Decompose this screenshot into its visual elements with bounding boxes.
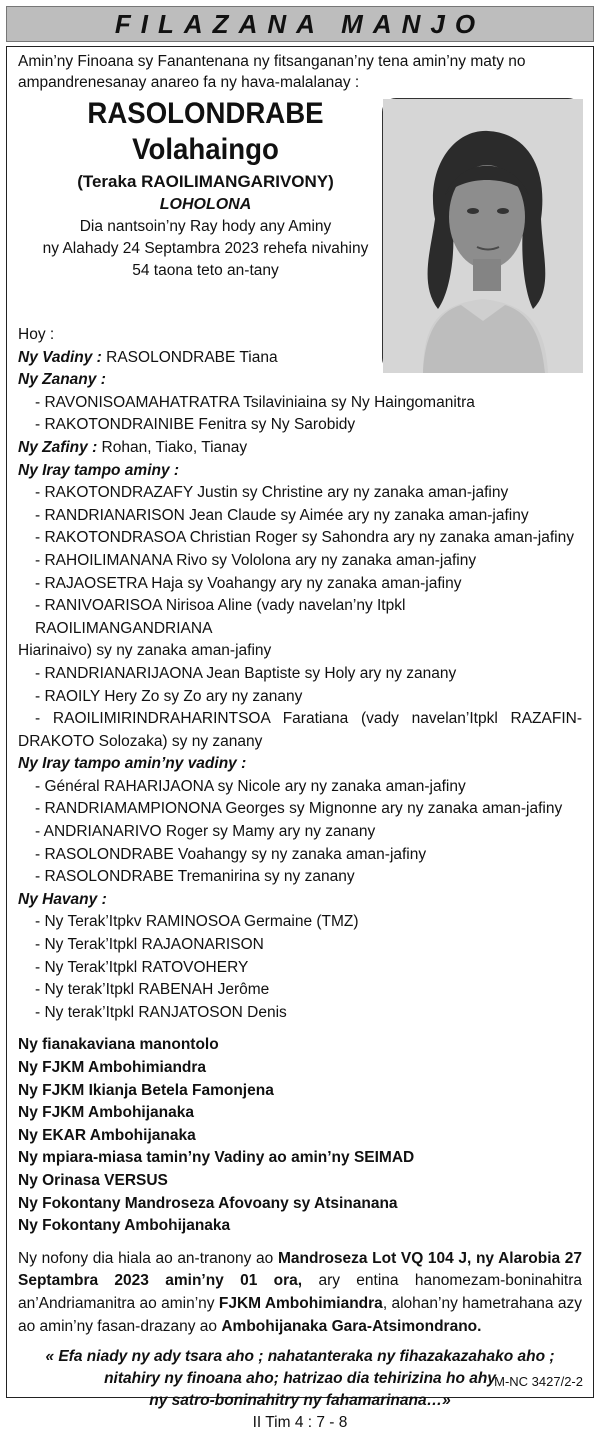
list-item: - RAOILIMIRINDRAHARINTSOA Faratiana (vady navelan’Itpkl RAZAFIN- [35, 710, 582, 728]
death-line-1: Dia nantsoin’ny Ray hody any Aminy [79, 218, 332, 235]
organization-item: Ny Fokontany Mandroseza Afovoany sy Atsinanana [18, 1194, 398, 1212]
banner-title: FILAZANA MANJO [6, 6, 594, 42]
zafiny-label: Ny Zafiny : [18, 438, 98, 456]
death-line-2: ny Alahady 24 Septambra 2023 rehefa nivahiny [42, 240, 369, 257]
organization-item: Ny fianakaviana manontolo [18, 1036, 219, 1054]
list-item: - RAOILY Hery Zo sy Zo ary ny zanany [35, 687, 303, 705]
list-item-continuation: Hiarinaivo) sy ny zanaka aman-jafiny [18, 642, 272, 660]
list-item: - RANIVOARISOA Nirisoa Aline (vady navelan’ny Itpkl RAOILIMANGANDRIANA [35, 597, 406, 637]
list-item: - Général RAHARIJAONA sy Nicole ary ny zanaka aman-jafiny [35, 777, 466, 795]
funeral-location-date: Mandroseza Lot VQ 104 J, ny Alarobia 27 Septambra 2023 amin’ny 01 ora, [18, 1249, 582, 1290]
list-item: - RANDRIANARISON Jean Claude sy Aimée ary ny zanaka aman-jafiny [35, 506, 529, 524]
organization-item: Ny EKAR Ambohijanaka [18, 1126, 196, 1144]
zafiny-value: Rohan, Tiako, Tianay [97, 438, 248, 456]
funeral-church: FJKM Ambohimiandra [218, 1294, 383, 1312]
list-item: - Ny terak’Itpkl RABENAH Jerôme [35, 981, 270, 999]
deceased-heading [18, 96, 393, 282]
organization-item: Ny FJKM Ambohimiandra [18, 1059, 207, 1076]
havany-label: Ny Havany : [18, 890, 107, 908]
zanany-label: Ny Zanany : [18, 371, 106, 389]
ad-code: M-NC 3427/2-2 [494, 1374, 583, 1389]
list-item: - Ny terak’Itpkl RANJATOSON Denis [35, 1003, 287, 1021]
list-item: - RAKOTONDRAZAFY Justin sy Christine ary ny zanaka aman-jafiny [35, 484, 509, 502]
deceased-given-name: Volahaingo [132, 133, 279, 166]
verse-line-2: nitahiry ny finoana aho; hatrizao dia tehirizina ho ahy [104, 1370, 496, 1388]
list-item-continuation: DRAKOTO Solozaka) sy ny zanany [18, 732, 263, 750]
iray-tampo-label: Ny Iray tampo aminy : [18, 461, 180, 479]
deceased-maiden-name: (Teraka RAOILIMANGARIVONY) [77, 172, 334, 191]
funeral-text-2: ary entina hanomezam-boninahitra an’Andriamanitra ao amin’ny [18, 1272, 583, 1312]
hoy-label: Hoy : [18, 326, 55, 343]
organization-item: Ny FJKM Ikianja Betela Famonjena [18, 1081, 274, 1099]
header-block [18, 96, 582, 324]
portrait-photo [382, 98, 582, 372]
funeral-text-3: , alohan’ny hametrahana azy ao amin’ny fasan-drazany ao [18, 1294, 582, 1335]
list-item: - ANDRIANARIVO Roger sy Mamy ary ny zanany [35, 823, 376, 841]
verse-reference: II Tim 4 : 7 - 8 [252, 1414, 348, 1432]
list-item: - RAKOTONDRASOA Christian Roger sy Sahondra ary ny zanaka aman-jafiny [35, 529, 574, 547]
list-item: - RASOLONDRABE Tremanirina sy ny zanany [35, 868, 355, 886]
deceased-surname: RASOLONDRABE [87, 97, 324, 130]
list-item: - RAJAOSETRA Haja sy Voahangy ary ny zanaka aman-jafiny [35, 574, 462, 592]
deceased-title: LOHOLONA [159, 196, 252, 213]
list-item: - Ny Terak’Itpkl RAJAONARISON [35, 936, 264, 954]
list-item: - RANDRIAMAMPIONONA Georges sy Mignonne ary ny zanaka aman-jafiny [35, 800, 563, 818]
list-item: - RAHOILIMANANA Rivo sy Vololona ary ny zanaka aman-jafiny [35, 551, 477, 569]
organization-item: Ny Orinasa VERSUS [18, 1171, 168, 1189]
obituary-frame [6, 46, 594, 1432]
death-line-3: 54 taona teto an-tany [132, 262, 279, 279]
list-item: - RANDRIANARIJAONA Jean Baptiste sy Holy ary ny zanany [35, 664, 457, 682]
funeral-burial-place: Ambohijanaka Gara-Atsimondrano. [221, 1317, 482, 1335]
organization-item: Ny Fokontany Ambohijanaka [18, 1217, 231, 1235]
family-list [18, 324, 582, 1024]
verse-line-1: « Efa niady ny ady tsara aho ; nahatanteraka ny fihazakazahako aho ; [45, 1348, 555, 1366]
vadiny-label: Ny Vadiny : [18, 348, 102, 366]
list-item: - RAVONISOAMAHATRATRA Tsilaviniaina sy Ny Haingomanitra [35, 393, 475, 411]
organizations-list [18, 1034, 582, 1237]
intro-text: Amin’ny Finoana sy Fanantenana ny fitsanganan’ny tena amin’ny maty no ampandrenesanay anareo fa ny hava-malalanay : [18, 53, 526, 91]
iray-tampo-vady-label: Ny Iray tampo amin’ny vadiny : [18, 755, 247, 773]
list-item: - RAKOTONDRAINIBE Fenitra sy Ny Sarobidy [35, 416, 356, 434]
vadiny-value: RASOLONDRABE Tiana [101, 348, 278, 366]
funeral-text-1: Ny nofony dia hiala ao an-tranony ao [18, 1249, 278, 1267]
zafiny-line [18, 437, 582, 460]
funeral-details [18, 1248, 582, 1338]
list-item: - Ny Terak’Itpkv RAMINOSOA Germaine (TMZ) [35, 913, 359, 931]
organization-item: Ny mpiara-miasa tamin’ny Vadiny ao amin’ny SEIMAD [18, 1149, 415, 1167]
list-item: - RASOLONDRABE Voahangy sy ny zanaka aman-jafiny [35, 845, 427, 863]
list-item: - Ny Terak’Itpkl RATOVOHERY [35, 958, 249, 976]
organization-item: Ny FJKM Ambohijanaka [18, 1104, 194, 1122]
verse-line-3: ny satro-boninahitry ny fahamarinana…» [149, 1392, 451, 1410]
